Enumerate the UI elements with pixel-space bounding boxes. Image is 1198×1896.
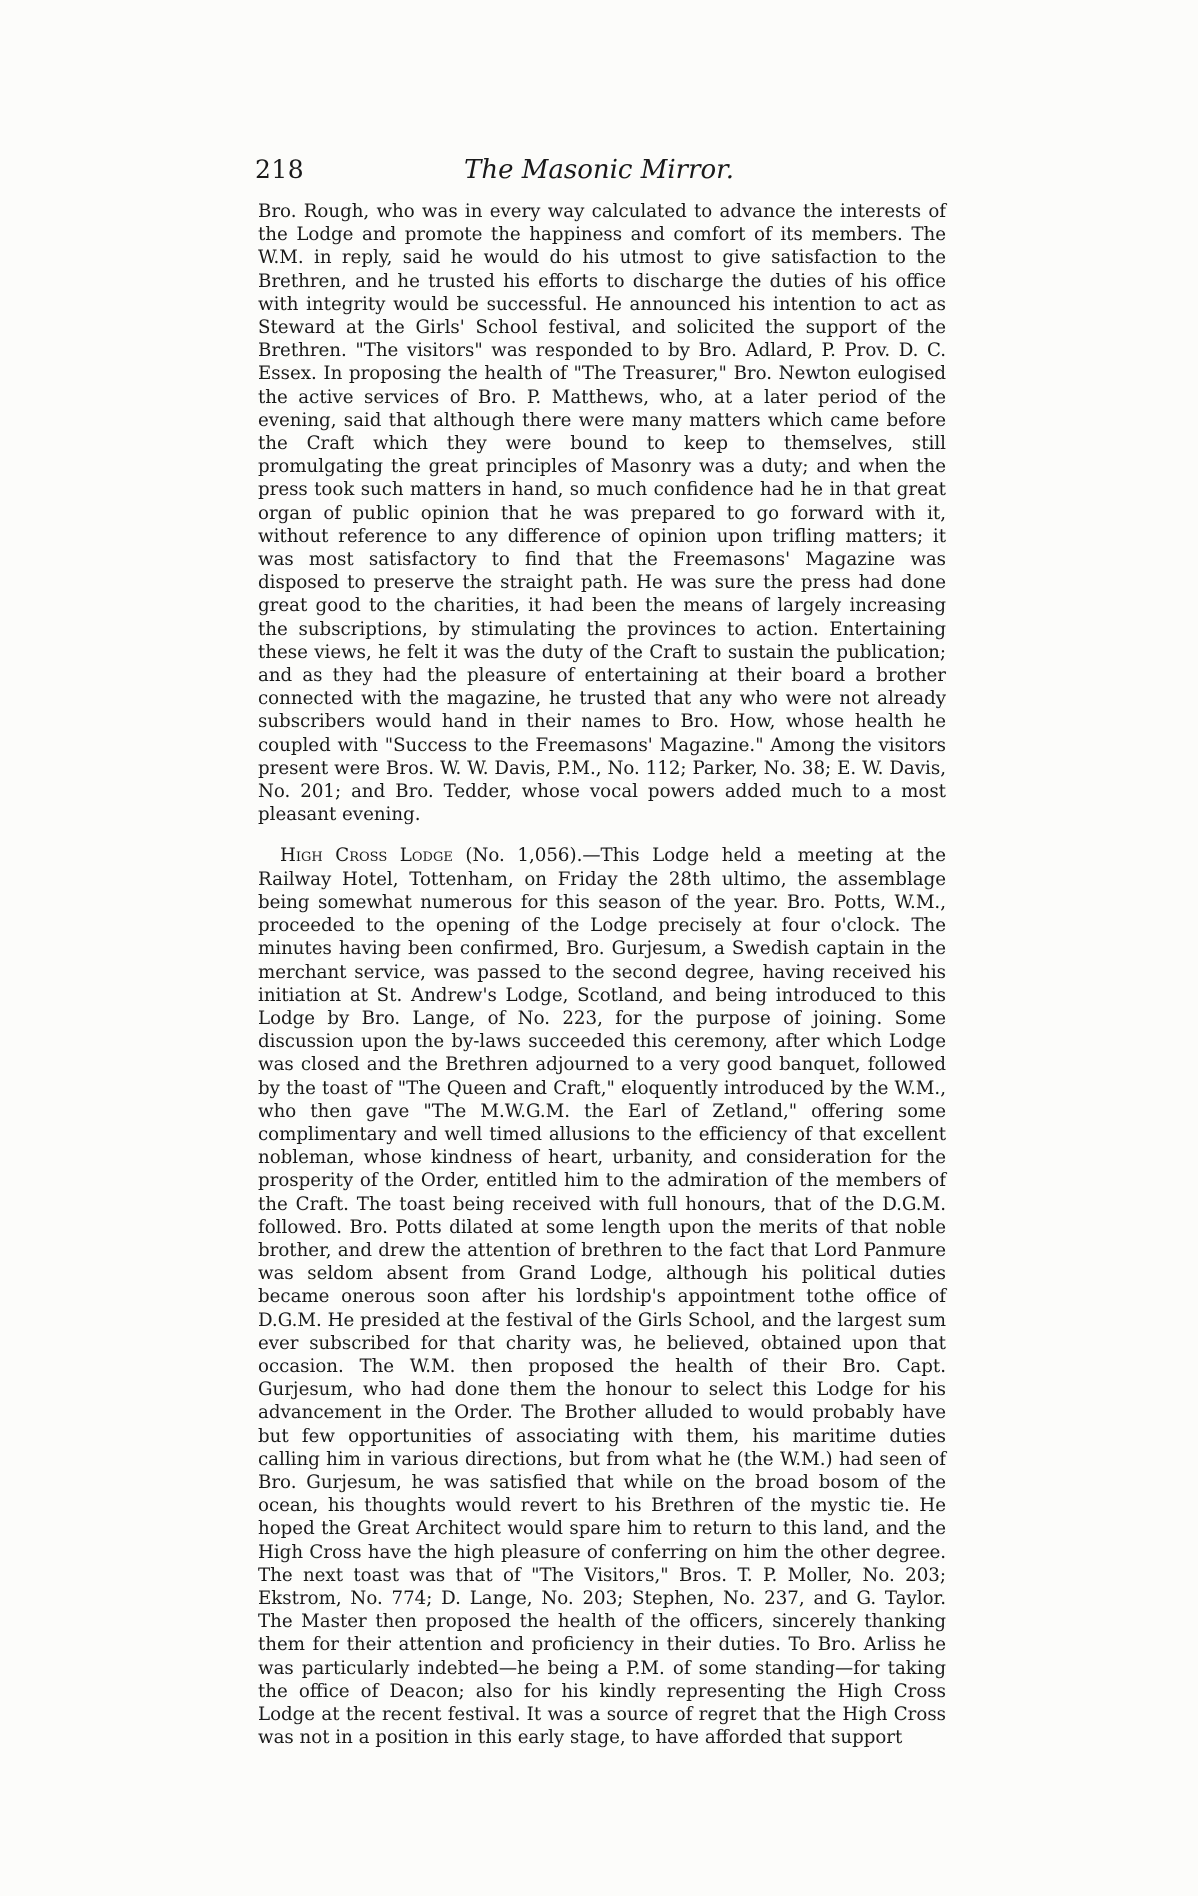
lodge-name-lead: High Cross Lodge [280, 845, 453, 867]
paragraph-high-cross-lodge [258, 844, 946, 1749]
paragraph-text: Bro. Rough, who was in every way calculated to advance the interests of the Lodge and promote the happiness and comfort of its members. The W.M. in reply, said he would do his utmost to give satisfaction to the Brethren, and he trusted his efforts to discharge the duties of his office with integrity would be successful. He announced his intention to act as Steward at the Girls' School festival, and solicited the support of the Brethren. "The visitors" was responded to by Bro. Adlard, P. Prov. D. C. Essex. In proposing the health of "The Treasurer," Bro. Newton eulogised the active services of Bro. P. Matthews, who, at a later period of the evening, said that although there were many matters which came before the Craft which they were bound to keep to themselves, still promulgating the great principles of Masonry was a duty; and when the press took such matters in hand, so much confidence had he in that great organ of public opinion that he was prepared to go forward with it, without reference to any difference of opinion upon trifling matters; it was most satisfactory to find that the Freemasons' Magazine was disposed to preserve the straight path. He was sure the press had done great good to the charities, it had been the means of largely increasing the subscriptions, by stimulating the provinces to action. Entertaining these views, he felt it was the duty of the Craft to sustain the publication; and as they had the pleasure of entertaining at their board a brother connected with the magazine, he trusted that any who were not already subscribers would hand in their names to Bro. How, whose health he coupled with "Success to the Freemasons' Magazine." Among the visitors present were Bros. W. W. Davis, P.M., No. 112; Parker, No. 38; E. W. Davis, No. 201; and Bro. Tedder, whose vocal powers added much to a most pleasant evening. [258, 201, 946, 826]
paragraph-text: (No. 1,056).—This Lodge held a meeting at the Railway Hotel, Tottenham, on Friday the 28th ultimo, the assemblage being somewhat numerous for this season of the year. Bro. Potts, W.M., proceeded to the opening of the Lodge precisely at four o'clock. The minutes having been confirmed, Bro. Gurjesum, a Swedish captain in the merchant service, was passed to the second degree, having received his initiation at St. Andrew's Lodge, Scotland, and being introduced to this Lodge by Bro. Lange, of No. 223, for the purpose of joining. Some discussion upon the by-laws succeeded this ceremony, after which Lodge was closed and the Brethren adjourned to a very good banquet, followed by the toast of "The Queen and Craft," eloquently introduced by the W.M., who then gave "The M.W.G.M. the Earl of Zetland," offering some complimentary and well timed allusions to the efficiency of that excellent nobleman, whose kindness of heart, urbanity, and consideration for the prosperity of the Order, entitled him to the admiration of the members of the Craft. The toast being received with full honours, that of the D.G.M. followed. Bro. Potts dilated at some length upon the merits of that noble brother, and drew the attention of brethren to the fact that Lord Panmure was seldom absent from Grand Lodge, although his political duties became onerous soon after his lordship's appointment tothe office of D.G.M. He presided at the festival of the Girls School, and the largest sum ever subscribed for that charity was, he believed, obtained upon that occasion. The W.M. then proposed the health of their Bro. Capt. Gurjesum, who had done them the honour to select this Lodge for his advancement in the Order. The Brother alluded to would probably have but few opportunities of associating with them, his maritime duties calling him in various directions, but from what he (the W.M.) had seen of Bro. Gurjesum, he was satisfied that while on the broad bosom of the ocean, his thoughts would revert to his Brethren of the mystic tie. He hoped the Great Architect would spare him to return to this land, and the High Cross have the high pleasure of conferring on him the other degree. The next toast was that of "The Visitors," Bros. T. P. Moller, No. 203; Ekstrom, No. 774; D. Lange, No. 203; Stephen, No. 237, and G. Taylor. The Master then proposed the health of the officers, sincerely thanking them for their attention and proficiency in their duties. To Bro. Arliss he was particularly indebted—he being a P.M. of some standing—for taking the office of Deacon; also for his kindly representing the High Cross Lodge at the recent festival. It was a source of regret that the High Cross was not in a position in this early stage, to have afforded that support [258, 845, 946, 1749]
page-number: 218 [255, 155, 305, 184]
article-body [258, 200, 946, 1749]
running-title: The Masonic Mirror. [463, 155, 735, 185]
paragraph-lodge-report-continued [258, 200, 946, 826]
